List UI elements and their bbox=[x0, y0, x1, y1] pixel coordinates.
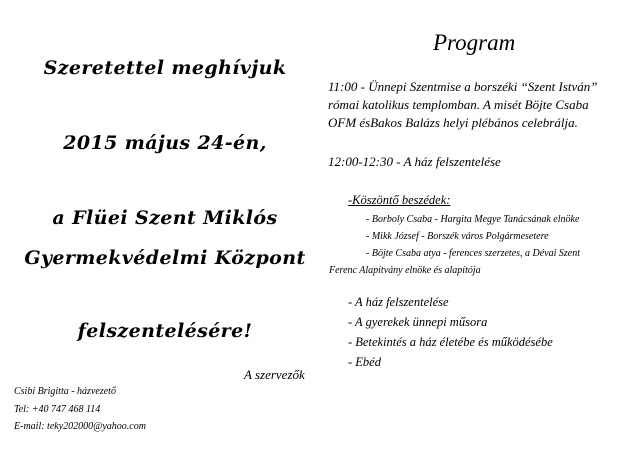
program-item: - A gyerekek ünnepi műsora bbox=[348, 315, 488, 329]
invitation-date: 2015 május 24-én, bbox=[63, 132, 267, 154]
program-title: Program bbox=[433, 30, 516, 55]
organizers-signature: A szervezők bbox=[244, 367, 305, 382]
contact-email[interactable]: E-mail: teky202000@yahoo.com bbox=[14, 421, 146, 432]
speaker-item: - Borboly Csaba - Hargita Megye Tanácsának elnöke bbox=[366, 214, 580, 225]
invitation-occasion: felszentelésére! bbox=[77, 320, 253, 342]
contact-phone: Tel: +40 747 468 114 bbox=[14, 404, 101, 415]
speaker-item-continuation: Ferenc Alapítvány elnöke és alapítója bbox=[329, 265, 481, 276]
program-mass-line-1: 11:00 - Ünnepi Szentmise a borszéki “Szent István” bbox=[328, 79, 598, 94]
program-item: - Ebéd bbox=[348, 355, 381, 369]
invitation-venue-line-2: Gyermekvédelmi Központ bbox=[24, 247, 306, 269]
program-mass-line-3: OFM ésBakos Balázs helyi plébános celebrálja. bbox=[328, 115, 578, 130]
speaker-item: - Böjte Csaba atya - ferences szerzetes, a Dévai Szent bbox=[366, 248, 581, 259]
invitation-venue-line-1: a Flüei Szent Miklós bbox=[52, 207, 278, 229]
program-item: - Betekintés a ház életébe és működésébe bbox=[348, 335, 553, 349]
program-item: - A ház felszentelése bbox=[348, 295, 449, 309]
speaker-item: - Mikk József - Borszék város Polgármesetere bbox=[366, 231, 549, 242]
invitation-line-1: Szeretettel meghívjuk bbox=[43, 57, 287, 79]
speeches-heading: -Köszöntő beszédek: bbox=[348, 193, 451, 207]
contact-name: Csibi Brigitta - házvezető bbox=[14, 386, 116, 397]
program-mass-line-2: római katolikus templomban. A misét Böjte Csaba bbox=[328, 97, 589, 112]
program-consecration: 12:00-12:30 - A ház felszentelése bbox=[328, 154, 501, 169]
